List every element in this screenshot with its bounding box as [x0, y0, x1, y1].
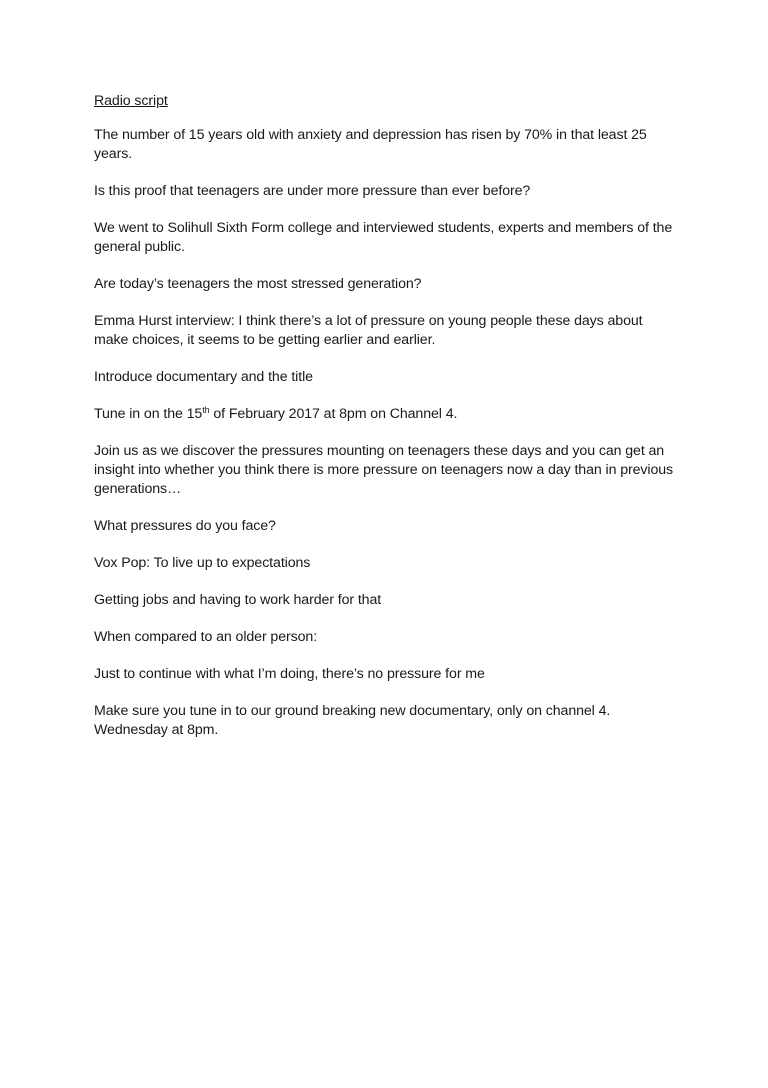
paragraph-introduce: Introduce documentary and the title — [94, 369, 313, 385]
paragraph-pressures-question: What pressures do you face? — [94, 518, 276, 534]
tune-in-before: Tune in on the 15 — [94, 406, 203, 422]
paragraph-closing — [94, 702, 679, 740]
paragraph-stressed-generation: Are today’s teenagers the most stressed generation? — [94, 276, 422, 292]
paragraph-emma-hurst: Emma Hurst interview: I think there’s a lot of pressure on young people these days about make choices, it seems to be getting earlier and earlier. — [94, 313, 643, 348]
closing-line-2: Wednesday at 8pm. — [94, 722, 219, 738]
paragraph-vox-pop: Vox Pop: To live up to expectations — [94, 555, 311, 571]
paragraph-older-person: When compared to an older person: — [94, 629, 318, 645]
paragraph-question: Is this proof that teenagers are under more pressure than ever before? — [94, 183, 531, 199]
document-title: Radio script — [94, 93, 168, 109]
paragraph-statistic: The number of 15 years old with anxiety and depression has risen by 70% in that least 25 years. — [94, 127, 647, 162]
closing-line-1: Make sure you tune in to our ground breaking new documentary, only on channel 4. — [94, 703, 611, 719]
paragraph-interviews: We went to Solihull Sixth Form college and interviewed students, experts and members of the general public. — [94, 220, 673, 255]
paragraph-tune-in — [94, 405, 679, 424]
script-body — [94, 92, 679, 758]
paragraph-jobs: Getting jobs and having to work harder for that — [94, 592, 382, 608]
tune-in-superscript: th — [202, 405, 210, 415]
paragraph-no-pressure: Just to continue with what I’m doing, there’s no pressure for me — [94, 666, 485, 682]
paragraph-join-us: Join us as we discover the pressures mounting on teenagers these days and you can get an insight into whether you think there is more pressure on teenagers now a day than in previous generations… — [94, 443, 674, 497]
tune-in-after: of February 2017 at 8pm on Channel 4. — [209, 406, 458, 422]
